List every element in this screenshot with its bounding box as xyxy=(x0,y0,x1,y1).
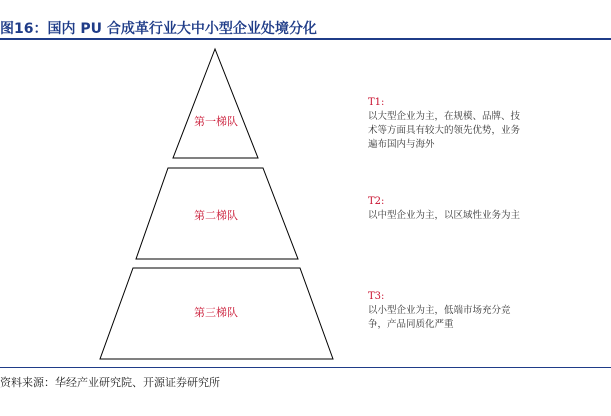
tier-2-description xyxy=(368,195,528,223)
tier-1-label: 第一梯队 xyxy=(194,115,238,128)
tier-1-shape xyxy=(173,49,258,158)
source-note: 资料来源：华经产业研究院、开源证券研究所 xyxy=(0,376,220,389)
tier-1-text: 以大型企业为主，在规模、品牌、技术等方面具有较大的领先优势，业务遍布国内与海外 xyxy=(368,111,521,150)
source-divider xyxy=(0,367,611,368)
tier-1-tag: T1: xyxy=(368,97,385,108)
tier-3-text: 以小型企业为主，低端市场充分竞争，产品同质化严重 xyxy=(368,305,511,330)
tier-2-tag: T2: xyxy=(368,196,385,207)
tier-2-text: 以中型企业为主，以区域性业务为主 xyxy=(368,210,521,221)
tier-3-label: 第三梯队 xyxy=(194,306,238,319)
page-title: 图16：国内 PU 合成革行业大中小型企业处境分化 xyxy=(0,21,317,37)
tier-3-description xyxy=(368,290,528,332)
tier-3-tag: T3: xyxy=(368,291,385,302)
tier-1-description xyxy=(368,96,528,152)
tier-2-label: 第二梯队 xyxy=(194,209,238,222)
